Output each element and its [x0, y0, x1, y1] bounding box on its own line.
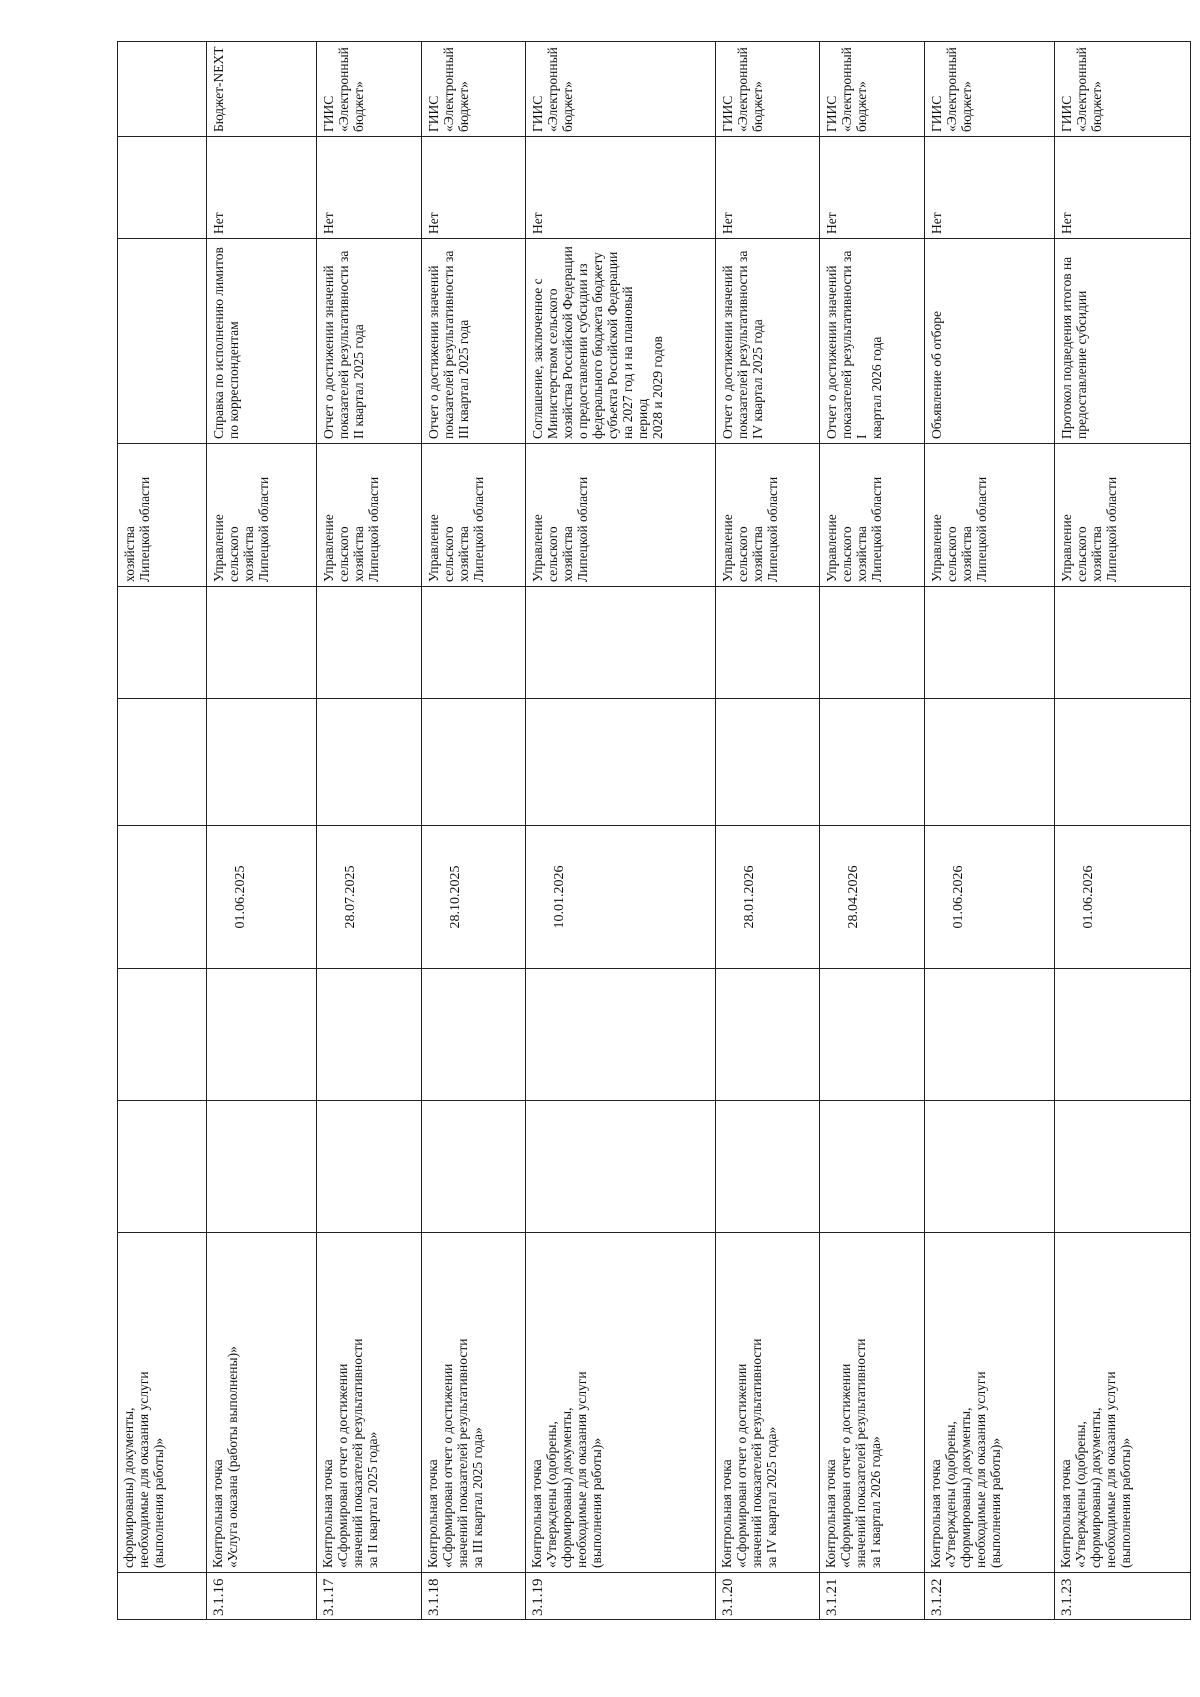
empty-cell [820, 1101, 925, 1233]
control-point-name: Контрольная точка «Утверждены (одобрены, сформированы) документы, необходимые для оказания услуги (выполнения работы)» [924, 1233, 1054, 1573]
empty-cell [118, 1101, 207, 1233]
empty-cell [715, 1101, 820, 1233]
flag-value: Нет [206, 137, 317, 239]
document-type: Отчет о достижении значений показателей результативности за IV квартал 2025 года [715, 239, 820, 444]
information-system: ГИИС «Электронный бюджет» [421, 42, 526, 137]
empty-cell [206, 587, 317, 699]
row-number: 3.1.17 [317, 1573, 422, 1620]
table-row [715, 42, 820, 1620]
flag-value: Нет [526, 137, 716, 239]
responsible-party: Управление сельского хозяйства Липецкой области [1054, 444, 1190, 587]
empty-cell [118, 969, 207, 1101]
empty-cell [1054, 969, 1190, 1101]
empty-cell [820, 969, 925, 1101]
due-date: 28.10.2025 [421, 826, 526, 969]
empty-cell [526, 969, 716, 1101]
empty-cell [1054, 699, 1190, 826]
control-point-name: сформированы) документы, необходимые для оказания услуги (выполнения работы)» [118, 1233, 207, 1573]
control-points-table [117, 41, 1191, 1620]
control-point-name: Контрольная точка «Сформирован отчет о достижении значений показателей результативности за I квартал 2026 года» [820, 1233, 925, 1573]
empty-cell [317, 587, 422, 699]
information-system: ГИИС «Электронный бюджет» [820, 42, 925, 137]
control-point-name: Контрольная точка «Утверждены (одобрены, сформированы) документы, необходимые для оказания услуги (выполнения работы)» [526, 1233, 716, 1573]
empty-cell [526, 699, 716, 826]
row-number: 3.1.19 [526, 1573, 716, 1620]
row-number [118, 1573, 207, 1620]
empty-cell [421, 1101, 526, 1233]
row-number: 3.1.23 [1054, 1573, 1190, 1620]
due-date: 28.04.2026 [820, 826, 925, 969]
control-point-name: Контрольная точка «Сформирован отчет о достижении значений показателей результативности за II квартал 2025 года» [317, 1233, 422, 1573]
empty-cell [421, 699, 526, 826]
empty-cell [1054, 1101, 1190, 1233]
empty-cell [206, 699, 317, 826]
empty-cell [1054, 587, 1190, 699]
empty-cell [715, 699, 820, 826]
table-row [118, 42, 207, 1620]
row-number: 3.1.16 [206, 1573, 317, 1620]
due-date: 01.06.2026 [924, 826, 1054, 969]
due-date [118, 826, 207, 969]
row-number: 3.1.22 [924, 1573, 1054, 1620]
empty-cell [317, 699, 422, 826]
flag-value [118, 137, 207, 239]
flag-value: Нет [317, 137, 422, 239]
empty-cell [924, 1101, 1054, 1233]
document-type: Объявление об отборе [924, 239, 1054, 444]
responsible-party: Управление сельского хозяйства Липецкой области [526, 444, 716, 587]
flag-value: Нет [1054, 137, 1190, 239]
empty-cell [526, 1101, 716, 1233]
due-date: 01.06.2026 [1054, 826, 1190, 969]
empty-cell [924, 587, 1054, 699]
control-point-name: Контрольная точка «Утверждены (одобрены, сформированы) документы, необходимые для оказания услуги (выполнения работы)» [1054, 1233, 1190, 1573]
table-row [924, 42, 1054, 1620]
document-type: Отчет о достижении значений показателей результативности за II квартал 2025 года [317, 239, 422, 444]
responsible-party: Управление сельского хозяйства Липецкой области [421, 444, 526, 587]
document-type: Протокол подведения итогов на предоставление субсидии [1054, 239, 1190, 444]
row-number: 3.1.18 [421, 1573, 526, 1620]
empty-cell [421, 587, 526, 699]
information-system: ГИИС «Электронный бюджет» [1054, 42, 1190, 137]
table-row [820, 42, 925, 1620]
information-system: ГИИС «Электронный бюджет» [924, 42, 1054, 137]
table-body [118, 42, 1191, 1620]
information-system: ГИИС «Электронный бюджет» [526, 42, 716, 137]
empty-cell [118, 587, 207, 699]
empty-cell [526, 587, 716, 699]
due-date: 28.01.2026 [715, 826, 820, 969]
empty-cell [924, 699, 1054, 826]
responsible-party: хозяйства Липецкой области [118, 444, 207, 587]
responsible-party: Управление сельского хозяйства Липецкой области [924, 444, 1054, 587]
empty-cell [924, 969, 1054, 1101]
row-number: 3.1.20 [715, 1573, 820, 1620]
flag-value: Нет [924, 137, 1054, 239]
table-row [421, 42, 526, 1620]
responsible-party: Управление сельского хозяйства Липецкой области [820, 444, 925, 587]
table-row [206, 42, 317, 1620]
rotated-page [117, 42, 1191, 1620]
flag-value: Нет [421, 137, 526, 239]
empty-cell [206, 969, 317, 1101]
table-row [526, 42, 716, 1620]
document-type: Отчет о достижении значений показателей результативности за I квартал 2026 года [820, 239, 925, 444]
due-date: 28.07.2025 [317, 826, 422, 969]
empty-cell [820, 587, 925, 699]
information-system: ГИИС «Электронный бюджет» [317, 42, 422, 137]
empty-cell [715, 587, 820, 699]
information-system: ГИИС «Электронный бюджет» [715, 42, 820, 137]
document-type: Отчет о достижении значений показателей результативности за III квартал 2025 года [421, 239, 526, 444]
control-point-name: Контрольная точка «Услуга оказана (работы выполнены)» [206, 1233, 317, 1573]
empty-cell [421, 969, 526, 1101]
empty-cell [118, 699, 207, 826]
control-point-name: Контрольная точка «Сформирован отчет о достижении значений показателей результативности за III квартал 2025 года» [421, 1233, 526, 1573]
empty-cell [317, 1101, 422, 1233]
responsible-party: Управление сельского хозяйства Липецкой области [206, 444, 317, 587]
table-row [1054, 42, 1190, 1620]
flag-value: Нет [820, 137, 925, 239]
responsible-party: Управление сельского хозяйства Липецкой области [317, 444, 422, 587]
information-system: Бюджет-NEXT [206, 42, 317, 137]
responsible-party: Управление сельского хозяйства Липецкой области [715, 444, 820, 587]
empty-cell [206, 1101, 317, 1233]
table-row [317, 42, 422, 1620]
information-system [118, 42, 207, 137]
document-type: Справка по исполнению лимитов по корреспондентам [206, 239, 317, 444]
document-type: Соглашение, заключенное с Министерством сельского хозяйства Российской Федерации о предоставлении субсидии из федерального бюджета бюджету субъекта Российской Федерации на 2027 год и на плановый период 2028 и 2029 годов [526, 239, 716, 444]
document-type [118, 239, 207, 444]
empty-cell [715, 969, 820, 1101]
flag-value: Нет [715, 137, 820, 239]
row-number: 3.1.21 [820, 1573, 925, 1620]
empty-cell [317, 969, 422, 1101]
control-point-name: Контрольная точка «Сформирован отчет о достижении значений показателей результативности за IV квартал 2025 года» [715, 1233, 820, 1573]
empty-cell [820, 699, 925, 826]
due-date: 10.01.2026 [526, 826, 716, 969]
due-date: 01.06.2025 [206, 826, 317, 969]
